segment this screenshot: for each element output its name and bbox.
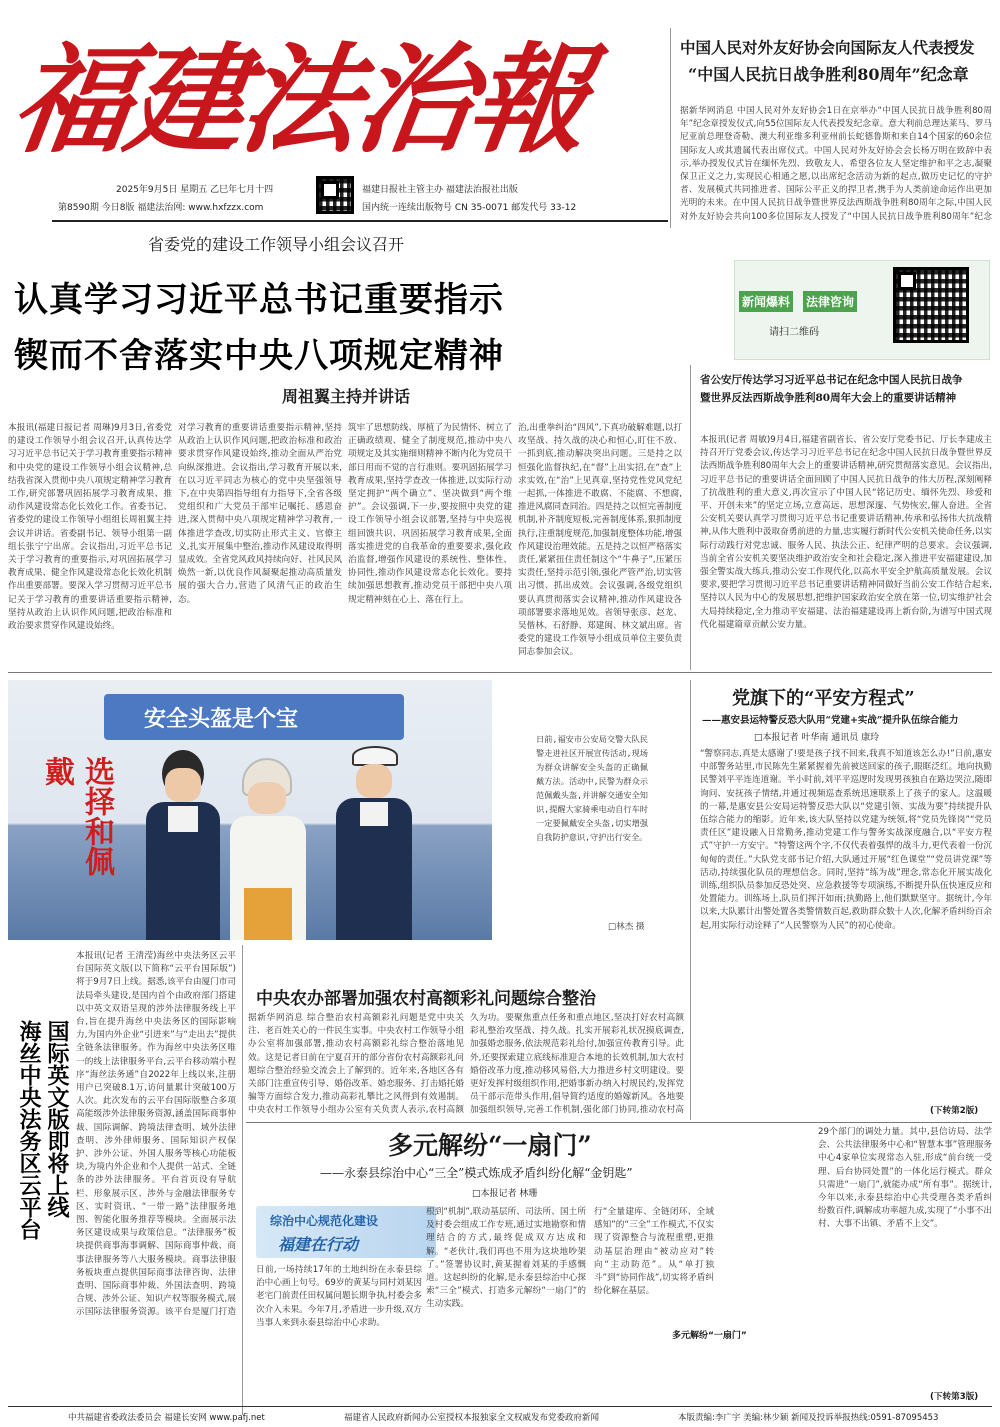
section-rule (8, 672, 992, 673)
right-story-body: 本报讯(记者 周敏)9月4日,福建省副省长、省公安厅党委书记、厅长李建成主持召开厅党委会议,传达学习习近平总书记在纪念中国人民抗日战争暨世界反法西斯战争胜利80周年大会上的重要讲话精神,研究贯彻落实意见。会议指出,习近平总书记的重要讲话全面回顾了中国人民抗日战争的伟大历程,深刻阐释了抗战胜利的重大意义,再次宣示了中国人民“铭记历史、缅怀先烈、珍爱和平、开创未来”的坚定立场,立意高远、思想深邃、气势恢宏,催人奋进。全省公安机关要认真学习贯彻习近平总书记重要讲话精神,传承和弘扬伟大抗战精神,从伟大胜利中汲取奋勇前进的力量,忠实履行新时代公安机关使命任务,以实际行动践行对党忠诚、服务人民、执法公正、纪律严明的总要求。会议强调,当前全省公安机关要坚决维护政治安全和社会稳定,深入推进平安福建建设,加强全警实战大练兵,推动公安工作现代化,以高水平安全护航高质量发展。会议要求,要把学习贯彻习近平总书记重要讲话精神同做好当前公安工作结合起来,坚持以人民为中心的发展思想,把维护国家政治安全放在第一位,切实维护社会大局持续稳定,全力推动平安福建、法治福建建设再上新台阶,为谱写中国式现代化福建篇章贡献公安力量。 (700, 435, 992, 630)
bottom-feature-badge (256, 1206, 436, 1258)
column-divider (690, 680, 691, 1120)
photo-banner-text: 安全头盔是个宝 (144, 707, 299, 732)
photo-credit-text: 林杰 摄 (616, 922, 645, 932)
top-right-headline-2: “中国人民抗日战争胜利80周年”纪念章 (688, 65, 969, 84)
masthead-rule (52, 220, 668, 222)
vertical-story-headline-a: 海丝中央法务区云平台 (16, 1020, 42, 1240)
lead-body-col-2: 对学习教育的重要讲话重要指示精神,坚持从政治上认识作风问题,把政治标准和政治要求贯穿作风建设始终,推动全面从严治党向纵深推进。会议指出,学习教育开展以来,在以习近平同志为核心的党中央坚强领导下,在中央第四指导组有力指导下,全省各级党组织和广大党员干部牢记嘱托、感恩奋进,深入贯彻中央八项规定精神学习教育,一体推进学查改,切实防止形式主义、官僚主义,扎实开展集中整治,推动作风建设取得明显成效。全省党风政风持续向好、社风民风焕然一新,以优良作风凝聚起推动高质量发展的强大合力,营造了风清气正的政治生态。 (178, 423, 342, 605)
masthead-title (4, 30, 614, 170)
photo-person-left (138, 750, 228, 940)
qr-promo-box (734, 260, 990, 360)
bottom-feature-col-3: 行“全量建库、全链闭环、全域感知”的“三全”工作模式,不仅实现了资源整合与流程重塑,更推动基层治理由“被动应对”转向“主动防范”。从“单打独斗”到“协同作战”,切实将矛盾纠纷化解在基层。 (594, 1207, 714, 1297)
qr-promo-label-2: 法律咨询 (803, 291, 857, 312)
center-story-col-2: 久为功。要聚焦重点任务和重点地区,坚决打好农村高额彩礼整治攻坚战、持久战。扎实开展彩礼状况摸底调查,加强婚恋服务,依法规范彩礼给付,加强宣传教育引导。此外,还要探索建立底线标准迎合本地的长效机制,加大农村婚俗改革力度,推动移风易俗,大力推进乡村文明建设。要更好发挥村级组织作用,把婚事新办纳入村规民约,发挥党员干部示范带头作用,倡导简约适度的婚嫁新风。各地要加强组织领导,完善工作机制,强化部门协同,推动农村高 (470, 1013, 684, 1116)
column-divider (690, 365, 691, 670)
bottom-feature-col-2: 根到“机制”,联动基层所、司法所、国土所及村委会组成工作专班,通过实地勘察和情理结合的方式,最终促成双方达成和解。“老伙计,我们再也不用为这块地吵架了。”签署协议时,黄某握着刘某的手感慨道。这起纠纷的化解,是永泰县综治中心探索“三全”模式、打造多元解纷“一扇门”的生动实践。 (426, 1207, 586, 1310)
lead-kicker: 省委党的建设工作领导小组会议召开 (148, 235, 405, 254)
masthead-issue: 第8590期 今日8版 福建法治网: www.hxfzzx.com (58, 203, 264, 213)
vertical-story-headline-b: 国际英文版即将上线 (44, 1020, 70, 1218)
bottom-feature-badge-line-1: 综治中心规范化建设 (270, 1214, 379, 1228)
bottom-feature-subhead: ——永泰县综治中心“三全”模式炼成矛盾纠纷化解“金钥匙” (320, 1166, 633, 1180)
lead-headline-1: 认真学习习近平总书记重要指示 (14, 280, 504, 320)
lead-body-col-1: 本报讯(福建日报记者 周琳)9月3日,省委党的建设工作领导小组会议召开,认真传达学习习近平总书记关于学习教育重要指示精神和中央党的建设工作领导小组会议精神,总结我省深入贯彻中央八项规定精神学习教育工作,研究部署巩固拓展学习教育成果、推动作风建设常态化长效化工作。省委书记、省委党的建设工作领导小组组长周祖翼主持会议并讲话。省委副书记、领导小组第一副组长张宁宁出席。会议指出,习近平总书记关于学习教育的重要指示,对巩固拓展学习教育成果、健全作风建设常态化长效化机制作出重要部署。要深入学习贯彻习近平总书记关于学习教育的重要讲话重要指示精神,坚持从政治上认识作风问题,把政治标准和政治要求贯穿作风建设始终。 (8, 423, 172, 632)
lead-body-col-3: 筑牢了思想防线、厚植了为民情怀、树立了正确政绩观、健全了制度规范,推动中央八项规定及其实施细则精神不断内化为党员干部日用而不觉的言行准则。要巩固拓展学习教育成果,坚持学查改一体推进,以实际行动坚定拥护“两个确立”、坚决做到“两个维护”。会议强调,下一步,要按照中央党的建设工作领导小组会议部署,坚持与中央巡视组回馈共识、巩固拓展学习教育成果,全面落实推进党的自我革命的重要要求,强化政治监督,增强作风建设的系统性、整体性、协同性,推动作风建设常态化长效化。要持续加强思想教育,推动党员干部把中央八项规定精神刻在心上、落在行上。 (348, 423, 512, 605)
bottom-feature-continued: (下转第3版) (930, 1392, 979, 1402)
top-right-headline-1: 中国人民对外友好协会向国际友人代表授发 (680, 38, 975, 57)
right-feature-subhead: ——惠安县运特警反恐大队用“党建+实战”提升队伍综合能力 (702, 715, 959, 726)
right-feature-body: “警察同志,真是太感谢了!要是孩子找不回来,我真不知道该怎么办!”日前,惠安中部警务站里,市民陈先生紧紧握着先前被送回家的孩子,眼眶泛红。地向执勤民警刘平平连连道谢。半小时前,刘平平巡逻时发现男孩独自在路边哭泣,随即询问、安抚孩子情绪,并通过视频巡查系统迅速联系上了孩子的家人。这温暖的一幕,是惠安县公安局运特警反恐大队以“党建引领、实战为要”持续提升队伍综合能力的缩影。近年来,该大队坚持以党建为统领,将“党员先锋岗”“党员责任区”建设融入日常勤务,推动党建工作与警务实战深度融合,以“平安方程式”守护一方安宁。“特警这两个字,不仅代表着强悍的战斗力,更代表着一份沉甸甸的责任。”大队党支部书记介绍,大队通过开展“红色课堂”“党员讲党课”等活动,持续强化队员的理想信念。同时,坚持“练为战”理念,常态化开展实战化训练,组织队员参加反恐处突、应急救援等专项演练,不断提升队伍快速反应和处置能力。训练场上,队员们挥汗如雨;执勤路上,他们默默坚守。据统计,今年以来,大队累计出警处置各类警情数百起,救助群众数十人次,化解矛盾纠纷百余起,用实际行动诠释了“人民警察为人民”的初心使命。 (700, 749, 992, 931)
masthead-title-text: 福建法治報 (4, 30, 594, 169)
footer-right: 本版责编:李广宇 美编:林少颖 新闻及投诉举报热线:0591-87095453 (678, 1413, 939, 1423)
vertical-story-body-top: 本报讯(记者 王清滢)海丝中央法务区云平台国际英文版(以下简称“云平台国际版”)将于9月7日上线。据悉,该平台由厦门市司法局牵头建设,是国内首个由政府部门搭建以中英文双语呈现的涉外法律服务线上平台,旨在提升海丝中央法务区的国际影响力,为国内外企业“引进来”与“走出去”提供全链条法律服务。作为海丝中央法务区唯一的线上法律服务平台,云平台移动端小程序“海丝法务通”自2022年上线以来,注册用户已突破8.1万,访问量累计突破100万人次。此次发布的云平台国际版整合多项高能级涉外法律服务资源,涵盖国际商事仲裁、国际调解、跨境法律查明、域外法律查明、涉外律师服务、国际知识产权保护、涉外公证、外国人服务等核心功能板块,为境内外企业和个人提供一站式、全链条的涉外法律服务。平台首页设有导航栏、形象展示区、涉外与金融法律服务专区、实时资讯、“一带一路”法律服务地图、智能化服务推荐等模块。全面展示法务区建设成果与政策信息。“法律服务”板块提供商事海事调解、国际商事仲裁、商事法律服务等八大服务模块。商事法律服务板块重点提供国际商事法律咨询、法律查明、国际商事仲裁、外国法查明、跨境合规、涉外公证、知识产权等服务模式,展示国际法律服务资源。该平台是厦门打造 (76, 951, 236, 1318)
masthead-qr-code (316, 176, 354, 214)
right-feature-headline: 党旗下的“平安方程式” (732, 688, 915, 709)
section-rule (246, 1122, 992, 1123)
photo-person-center (226, 758, 310, 940)
bottom-feature-headline: 多元解纷“一扇门” (388, 1131, 592, 1160)
bottom-feature-caption: 多元解纷“一扇门” (672, 1331, 747, 1341)
qr-promo-caption: 请扫二维码 (769, 327, 819, 338)
photo-caption: 日前,福安市公安局交警大队民警走进社区开展宣传活动,现场为群众讲解安全头盔的正确佩戴方法。活动中,民警为群众示范佩戴头盔,并讲解交通安全知识,提醒大家骑乘电动自行车时一定要佩戴安全头盔,切实增强自我防护意识,守护出行安全。 (536, 734, 648, 842)
footer-center: 福建省人民政府新闻办公室授权本报独家全文权威发布党委政府新闻 (344, 1413, 600, 1423)
right-feature-continued: (下转第2版) (930, 1106, 979, 1116)
footer-rule (8, 1406, 992, 1407)
bottom-feature-col-1: 日前,一场持续17年的土地纠纷在永泰县综治中心画上句号。69岁的黄某与同村刘某因老宅门前责任田权属问题长期争执,村委会多次介入未果。今年7月,矛盾进一步升级,双方当事人来到永泰县综治中心求助。 (256, 1265, 422, 1328)
masthead-publisher: 福建日报社主管主办 福建法治报社出版 (362, 185, 518, 195)
photo-side-text: 选择和佩戴 (39, 756, 114, 876)
top-right-body: 据新华网消息 中国人民对外友好协会1日在京举办“中国人民抗日战争胜利80周年”纪念章授发仪式,向55位国际友人代表授发纪念章。意大利前总理达莱马、罗马尼亚前总理登奇勒、澳大利亚维多利亚州前长蛇德鲁斯和来自14个国家的60余位国际友人或其遗属代表出席仪式。中国人民对外友好协会会长杨万明在致辞中表示,举办授发仪式旨在缅怀先烈、致敬友人、希望各位友人坚定维护和平之志,凝聚保卫正义之力,实现民心相通之愿,以出席纪念活动为新的起点,做历史记忆的守护者、发展模式共同推进者、国际公平正义的捍卫者,携手为人类前途命运作出更加光明的未来。在中国人民抗日战争暨世界反法西斯战争胜利80周年之际,中国人民对外友好协会共向100多位国际友人授发了“中国人民抗日战争胜利80周年”纪念 (680, 106, 992, 222)
qr-promo-code (893, 267, 969, 343)
center-story-headline: 中央农办部署加强农村高额彩礼问题综合整治 (256, 989, 596, 1009)
right-story-headline-2: 暨世界反法西斯战争胜利80周年大会上的重要讲话精神 (700, 392, 957, 404)
footer-left: 中共福建省委政法委员会 福建长安网 www.pafj.net (68, 1413, 265, 1423)
center-story-col-1: 据新华网消息 综合整治农村高额彩礼问题是党中央关注、老百姓关心的一件民生实事。中央农村工作领导小组办公室将加强部署,推动农村高额彩礼综合整治落地见效。这是记者日前在宁夏召开的部分省份农村高额彩礼问题综合整治经验交流会上了解到的。近年来,各地区各有关部门注重宣传引导、婚俗改革、婚恋服务、打击婚托婚骗等方面综合发力,推动高彩礼攀比之风得到有效遏制。中央农村工作领导小组办公室有关负责人表示,农村高额 (248, 1013, 464, 1116)
masthead-cn-number: 国内统一连续出版物号 CN 35-0071 邮发代号 33-12 (362, 203, 577, 213)
bottom-feature-col-4: 29个部门的调处力量。其中,县信访局、法学会、公共法律服务中心和“智慧本事”管理服务中心4家单位实现常态入驻,形成“前台统一受理、后台协同处置”的一体化运行模式。群众只需进“一扇门”,就能办成“所有事”。据统计,今年以来,永泰县综治中心共受理各类矛盾纠纷数百件,调解成功率超九成,实现了“小事不出村、大事不出镇、矛盾不上交”。 (818, 1127, 992, 1230)
column-divider (670, 28, 671, 228)
qr-promo-label-1: 新闻爆料 (739, 291, 793, 312)
masthead-date: 2025年9月5日 星期五 乙巳年七月十四 (116, 185, 274, 195)
right-story-headline-1: 省公安厅传达学习习近平总书记在纪念中国人民抗日战争 (700, 374, 963, 386)
column-divider (242, 945, 243, 1415)
news-photo (8, 680, 492, 940)
lead-subhead: 周祖翼主持并讲话 (282, 387, 411, 406)
lead-body-col-4: 治,出重拳纠治“四风”,下真功破解难题,以打攻坚战、持久战的决心和恒心,盯住不放、一抓到底,推动解决突出问题。三是持之以恒强化监督执纪,在“督”上出实招,在“查”上求实效,在“治”上见真章,坚持党性党风党纪一起抓,一体推进不敢腐、不能腐、不想腐,推进风腐同查同治。四是持之以恒完善制度机制,补齐制度短板,完善制度体系,狠抓制度执行,注重制度规范,加强制度整体功能,增强作风建设治理效能。五是持之以恒严格落实责任,紧紧扭住责任制这个“牛鼻子”,压紧压实责任,坚持示范引领,强化严管严治,切实管出习惯、抓出成效。会议强调,各级党组织要认真贯彻落实会议精神,推动作风建设各项部署要求落地见效。省领导张彦、赵龙、吴偕林、石舒静、郑建闽、林文斌出席。省委党的建设工作领导小组成员单位主要负责同志参加会议。 (518, 423, 682, 658)
photo-banner (104, 694, 404, 740)
lead-headline-2: 锲而不舍落实中央八项规定精神 (14, 336, 504, 376)
photo-caption-panel (500, 680, 660, 940)
bottom-feature-byline: □本报记者 林珊 (472, 1189, 538, 1199)
photo-credit: □林杰 摄 (608, 922, 645, 932)
bottom-feature-badge-line-2: 福建在行动 (278, 1235, 359, 1254)
right-feature-byline: □本报记者 叶华南 通讯员 康玲 (754, 733, 880, 743)
photo-person-right (326, 746, 422, 940)
